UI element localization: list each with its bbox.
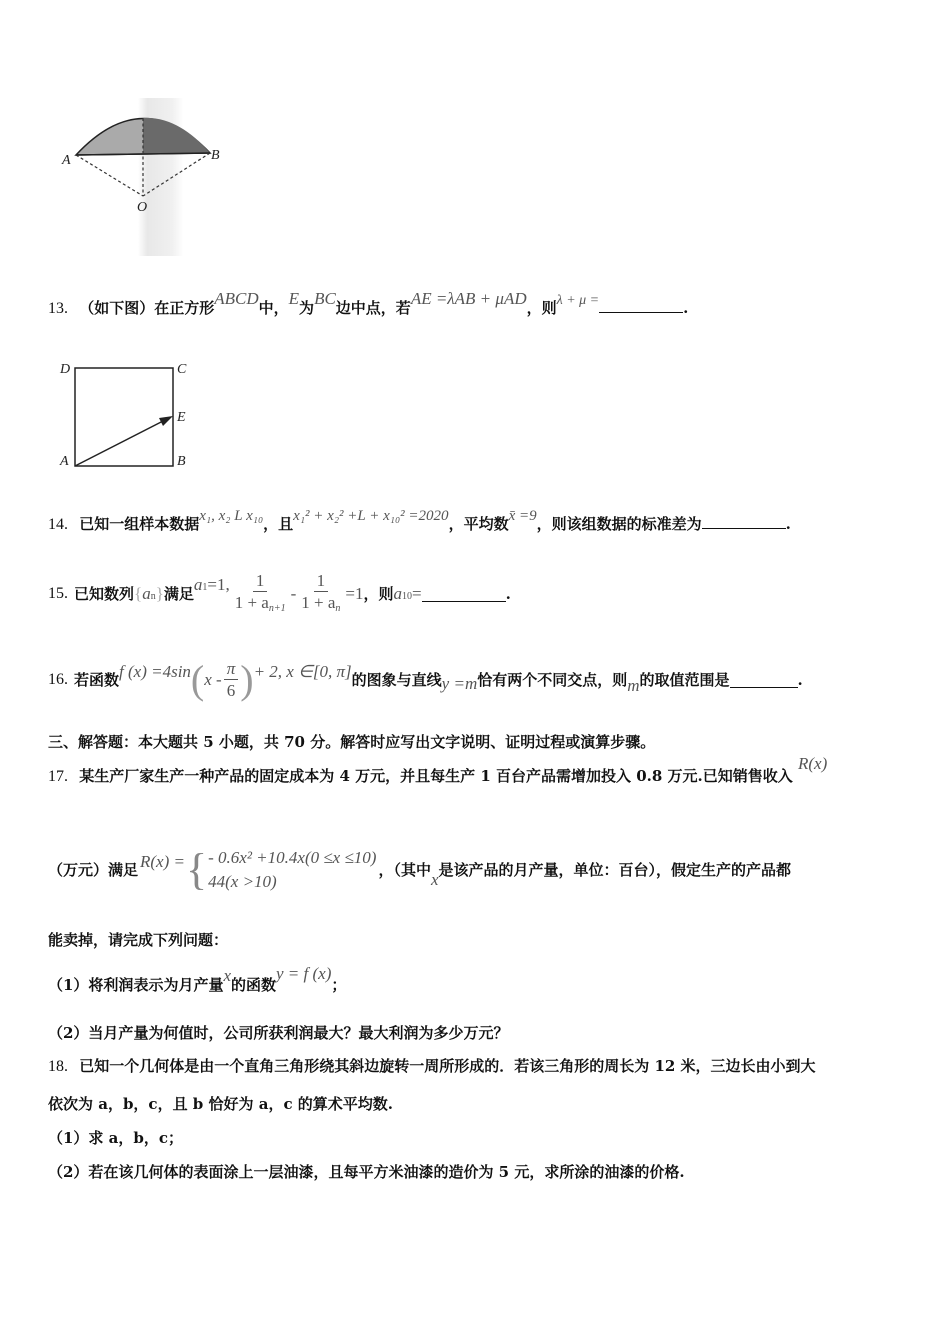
label-A: A bbox=[62, 153, 71, 168]
sector-diagram bbox=[58, 98, 248, 256]
question-14: 14. 已知一组样本数据x₁, x₂ L x₁₀，且x₁² + x₂² +L + x₁₀² =2020，平均数x̄ =9，则该组数据的标准差为 . bbox=[48, 508, 791, 533]
question-16: 16. 若函数 f (x) =4sin ( x - $\frac{\pi}{6}$ ) + 2, x ∈[0, π] 的图象与直线 y =m 恰有两个不同交点，则 m 的取值范围是 . bbox=[48, 657, 803, 702]
question-17-part2: （2）当月产量为何值时，公司所获利润最大？最大利润为多少万元？ bbox=[48, 1024, 509, 1042]
answer-blank[interactable] bbox=[422, 587, 506, 602]
question-18-line2: 依次为 a，b，c，且 b 恰好为 a，c 的算术平均数. bbox=[48, 1095, 394, 1113]
question-13: 13. （如下图）在正方形ABCD中，E为BC边中点，若AE =λAB + μAD，则λ + μ = . bbox=[48, 289, 689, 317]
figure-square bbox=[58, 355, 198, 470]
label-B: B bbox=[211, 148, 220, 163]
answer-blank[interactable] bbox=[599, 298, 683, 313]
answer-blank[interactable] bbox=[702, 514, 786, 529]
question-18-part2: （2）若在该几何体的表面涂上一层油漆，且每平方米油漆的造价为 5 元，求所涂的油漆的价格. bbox=[48, 1163, 685, 1181]
fraction: $\frac{1}{1 + an+1}$ bbox=[234, 571, 286, 614]
fraction: $\frac{1}{1 + an}$ bbox=[301, 571, 341, 614]
svg-text:C: C bbox=[177, 362, 187, 377]
svg-text:A: A bbox=[60, 454, 69, 469]
question-17-line2: （万元）满足 R(x) = { - 0.6x² +10.4x(0 ≤x ≤10) 44(x >10) ，（其中 x 是该产品的月产量，单位：百台），假定生产的产品都 bbox=[48, 845, 792, 894]
svg-text:B: B bbox=[177, 454, 186, 469]
question-17-part1: （1）将利润表示为月产量x的函数y = f (x)； bbox=[48, 964, 347, 994]
answer-blank[interactable] bbox=[730, 673, 798, 688]
figure-sector bbox=[58, 98, 248, 256]
label-O: O bbox=[137, 200, 148, 215]
question-17-line1: 17. 某生产厂家生产一种产品的固定成本为 4 万元，并且每生产 1 百台产品需增加投入 0.8 万元.已知销售收入 R(x) bbox=[48, 754, 828, 785]
question-18-part1: （1）求 a，b，c； bbox=[48, 1129, 184, 1147]
question-17-line3: 能卖掉，请完成下列问题： bbox=[48, 931, 229, 949]
question-15: 15. 已知数列 { a n } 满足 a 1 =1, $\frac{1}{1 + an+1}$ - $\frac{1}{1 + an}$ =1 ，则 a 10 = . bbox=[48, 572, 511, 616]
svg-text:E: E bbox=[177, 410, 186, 425]
question-18-line1: 18. 已知一个几何体是由一个直角三角形绕其斜边旋转一周所形成的．若该三角形的周长为 12 米，三边长由小到大 bbox=[48, 1057, 816, 1075]
section-header: 三、解答题：本大题共 5 小题，共 70 分。解答时应写出文字说明、证明过程或演算步骤。 bbox=[48, 733, 656, 751]
square-diagram bbox=[58, 355, 198, 470]
question-number: 13. bbox=[48, 300, 68, 317]
piecewise-cases: - 0.6x² +10.4x(0 ≤x ≤10) 44(x >10) bbox=[208, 848, 377, 891]
fraction: $\frac{\pi}{6}$ bbox=[224, 659, 239, 702]
svg-text:D: D bbox=[60, 362, 71, 377]
